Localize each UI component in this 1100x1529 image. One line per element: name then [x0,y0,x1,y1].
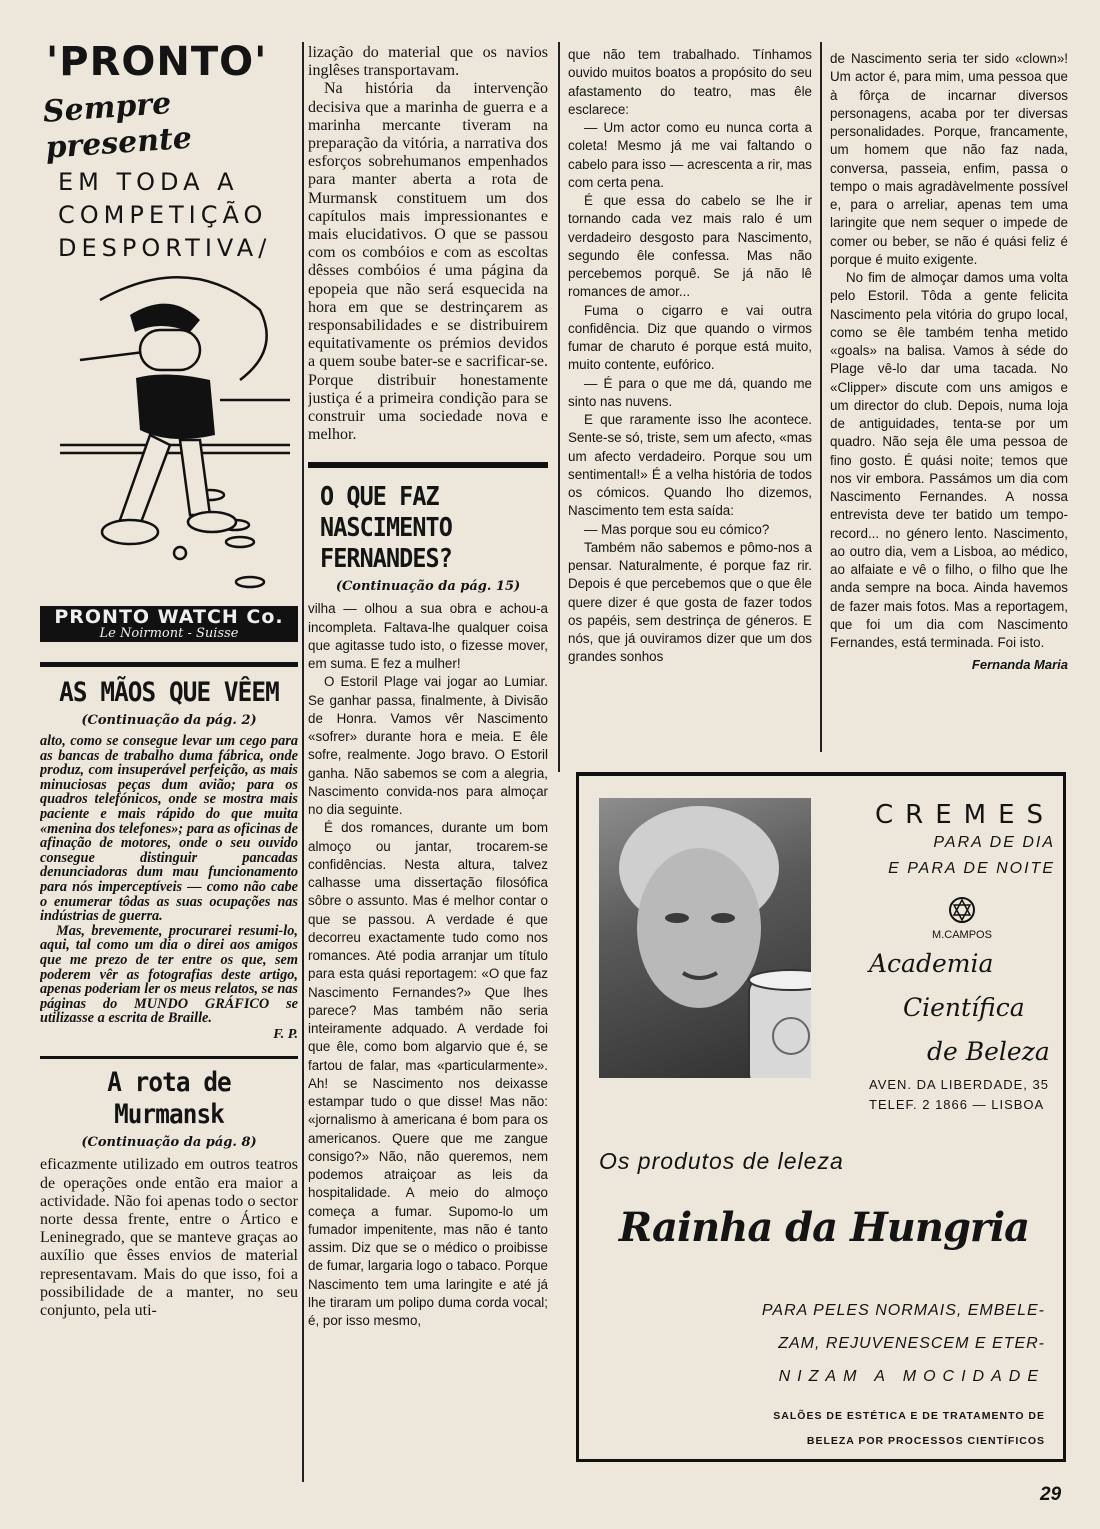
paragraph: — É para o que me dá, quando me sinto nas nuvens. [568,375,812,409]
address: AVEN. DA LIBERDADE, 35 [869,1077,1049,1092]
section-rule [308,462,548,468]
paragraph: que não tem trabalhado. Tínhamos ouvido muitos boatos a propósito do seu afastamento do teatro, mas êle esclarece: [568,47,812,117]
cremes-header [869,800,1055,1114]
pronto-line-3: DESPORTIVA/ [58,234,272,262]
ad-tagline: Os produtos de leleza [599,1148,844,1174]
paragraph: Também não sabemos e pômo-nos a pensar. Naturalmente, é porque faz rir. Depois é que percebemos que o que êle quere dizer é que gosta de fazer todos os papéis, sem destrinça de géneros. E nós, que já ouviramos dizer que um dos grandes sonhos [568,539,812,665]
paragraph: É que essa do cabelo se lhe ir tornando cada vez mais ralo é um verdadeiro desgosto para Nascimento, segundo êle confessa. Mas não percebemos porquê. Se já não lê romances de amor... [568,193,812,300]
salons-line: SALÕES DE ESTÉTICA E DE TRATAMENTO DE [773,1410,1045,1422]
column-1 [40,40,298,1490]
pronto-line-2: COMPETIÇÃO [58,201,268,229]
paragraph: vilha — olhou a sua obra e achou-a incompleta. Faltava-lhe qualquer coisa que agitasse tudo isto, o fizesse mover, em suma. E fez a mulher! [308,601,548,672]
article-title-maos: AS MÃOS QUE VÊEM [59,677,279,708]
product-claims [745,1294,1045,1393]
column-3 [568,46,812,762]
paragraph: Mas, brevemente, procurarei resumi-lo, aqui, tal como um dia o direi aos amigos que me prezo de ter entre os que, sem poderem vêr as fotografias deste artigo, apenas poderiam ler os meus relatos, se nas páginas do MUNDO GRÁFICO se utilizasse a escrita de Braille. [40,922,298,1027]
column-rule [558,42,560,772]
pronto-slogan: Sempre presente [41,85,194,166]
paragraph: — Mas porque sou eu cómico? [584,521,770,537]
pronto-watch-bar [40,606,298,642]
column-4 [830,50,1068,766]
claims-line: PARA PELES NORMAIS, EMBELE- [761,1302,1045,1319]
pronto-advertisement [40,40,298,600]
product-name: Rainha da Hungria [618,1204,1030,1251]
paragraph: O Estoril Plage vai jogar ao Lumiar. Se ganhar passa, finalmente, à Divisão de Honra. Vamos vêr Nascimento «sofrer» durante hora e meia. E êle sofre, realmente. Jogo bravo. O Estoril ganha. Não sabemos se com a alegria, Nascimento convida-nos para almoçar no dia seguinte. [308,674,548,818]
brand-mark [869,896,1055,942]
section-rule [40,1056,298,1059]
academy-line: Científica [903,993,1025,1022]
article-body-murmansk [40,1156,298,1320]
watch-company: PRONTO WATCH Co. [54,606,284,628]
continuation-note: (Continuação da pág. 2) [81,713,257,728]
paragraph: eficazmente utilizado em outros teatros de operações onde então era maior a actividade. Não foi apenas todo o sector norte dessa frente, entre o Ártico e Leninegrado, que se manteve graças ao auxílio que êsses envios de material representavam. Mais do que isso, foi a possibilidade de a manter, no seu conjunto, pela uti- [40,1156,298,1320]
paragraph: E que raramente isso lhe acontece. Sente-se só, triste, sem um afecto, «mas um afecto verdadeiro. Porque sou um sentimental!» É a velha história de todos os cómicos. Quando lho dizemos, Nascimento tem esta saída: [568,412,812,519]
cremes-title: CREMES [874,800,1055,830]
star-emblem-icon [948,896,976,924]
claims-line: ZAM, REJUVENESCEM E ETER- [778,1335,1045,1352]
claims-line: NIZAM A MOCIDADE [778,1368,1045,1385]
signature: F. P. [273,1026,298,1042]
cremes-advertisement [576,772,1066,1462]
salons-line: BELEZA POR PROCESSOS CIENTÍFICOS [806,1435,1045,1447]
watch-location: Le Noirmont - Suisse [99,626,239,641]
paragraph: Fuma o cigarro e vai outra confidência. Diz que quando o virmos fumar de charuto é porque está muito, muito contente, eufórico. [568,302,812,373]
section-rule [40,662,298,667]
paragraph: alto, como se consegue levar um cego para as bancas de trabalho duma fábrica, onde produz, com insuperável perfeição, as mais minuciosas peças dum avião; para os quadros telefónicos, onde se mostra mais paciente e mais rápido do que muita «menina dos telefones»; para as oficinas de afinação de motores, onde o seu ouvido consegue distinguir pancadas denunciadoras dum mau funcionamento para nós imperceptíveis — como não cabe o enumerar tôdas as suas ocupações nas indústrias de guerra. [40,733,298,925]
article-body-murmansk-cont [308,44,548,444]
portrait-icon [599,798,811,1078]
continuation-note: (Continuação da pág. 15) [335,579,521,595]
article-title-nascimento: O QUE FAZ NASCIMENTO FERNANDES? [320,482,452,575]
academy-line: Academia [869,949,994,978]
column-rule [302,42,304,1482]
column-rule [820,42,822,752]
column-2 [308,44,548,1474]
paragraph: — Um actor como eu nunca corta a coleta! Mesmo já me vai faltando o cabelo para isso — acrescenta a rir, mas com certa pena. [568,120,812,190]
cremes-subtitle: E PARA DE NOITE [888,860,1055,877]
article-body-nascimento [308,600,548,1330]
woman-portrait-photo [599,798,811,1078]
paragraph: lização do material que os navios inglêses transportavam. [308,44,548,80]
article-title-murmansk: A rota de Murmansk [107,1067,231,1131]
golfer-cartoon-icon [40,270,298,600]
phone: TELEF. 2 1866 — LISBOA [869,1097,1045,1112]
paragraph: No fim de almoçar damos uma volta pelo Estoril. Tôda a gente felicita Nascimento pela vitória do grupo local, como se êle também tenha metido «goals» na balisa. Vamos à séde do Plage vê-lo dar uma tacada. No «Clipper» discute com uns amigos e um director do club. Depois, numa loja de antiguidades, tenta-se por um quadro. Não seja êle uma pessoa de fino gosto. É quási noite; temos que nos vir embora. Passámos um dia com Nascimento Fernandes. A nossa entrevista deve ter batido um tempo-record... no género lento. Nascimento, ao outro dia, vem a Lisboa, ao médico, ao alfaiate e vê o filho, o filho que lhe anda sempre na boca. Ainda havemos de fazer mais fotos. Mas a reportagem, que foi um dia com Nascimento Fernandes, está terminada. Foi isto. [830,270,1068,650]
article-body-nascimento-cont [568,46,812,667]
article-body-nascimento-end [830,50,1068,675]
pronto-brand: 'PRONTO' [46,40,268,85]
page-number: 29 [1040,1484,1062,1505]
paragraph: de Nascimento seria ter sido «clown»! Um actor é, para mim, uma pessoa que à fôrça de incarnar diversos personagens, acaba por ter diversas personalidades. Porque, francamente, um homem que não faz nada, conversa, passeia, enfim, passa o tempo o mais agradàvelmente possível e, para o arreliar, apenas tem uma laringite que nem sequer o impede de comer ou beber, se não é quási feliz é porque é muito exigente. [830,51,1068,267]
academy-line: de Beleza [927,1037,1050,1066]
cremes-subtitle: PARA DE DIA [933,834,1055,851]
pronto-line-1: EM TODA A [58,168,239,196]
continuation-note: (Continuação da pág. 8) [81,1135,257,1151]
brand-mark-text: M.CAMPOS [932,929,992,941]
signature: Fernanda Maria [971,657,1068,673]
paragraph: É dos romances, durante um bom almoço ou jantar, trocarem-se confidências. Nesta altura, talvez calhasse uma dissertação filosófica sôbre o assunto. Mas é melhor contar o que se passou. A verdade é que decorreu exactamente tudo como nos romances. Até podia arranjar um título para esta quási reportagem: «O que faz Nascimento Fernandes?» Que lhes parece? Mas também não seria inteiramente adquado. A verdade foi que êle, como bom algarvio que é, se fartou de falar, mas «particularmente». Ah! se Nascimento nos deixasse estampar tudo o que disse! Mas não: «jornalismo à americana é bom para os americanos. Quere que me zangue consigo?» Não, não queremos, nem podemos atraiçoar as leis da hospitalidade. A meio do almoço começa a fumar. Supomo-lo um fumador impenitente, mas não é tanto assim. Diz que se o médico o proibisse de fumar, largaria logo o tabaco. Porque Nascimento tem uma laringite e até já lhe tiraram um polipo duma corda vocal; é, por isso mesmo, [308,820,548,1329]
paragraph: Na história da intervenção decisiva que a marinha de guerra e a marinha mercante tiveram na preparação da vitória, a narrativa dos esforços sobrehumanos empenhados para manter aberta a rota de Murmansk constituem um dos capítulos mais impressionantes e mais elucidativos. O que se passou com os combóios e com as escoltas dêsses combóios é uma página da epopeia que não será esquecida na hora em que se destrinçarem as responsabilidades e se distribuirem equitativamente os prémios devidos a quem soube bater-se e sacrificar-se. Porque distribuir honestamente justiça é a primeira condição para se construir uma sociedade nova e melhor. [308,80,548,444]
article-body-maos [40,734,298,1042]
salons-info [745,1404,1045,1454]
